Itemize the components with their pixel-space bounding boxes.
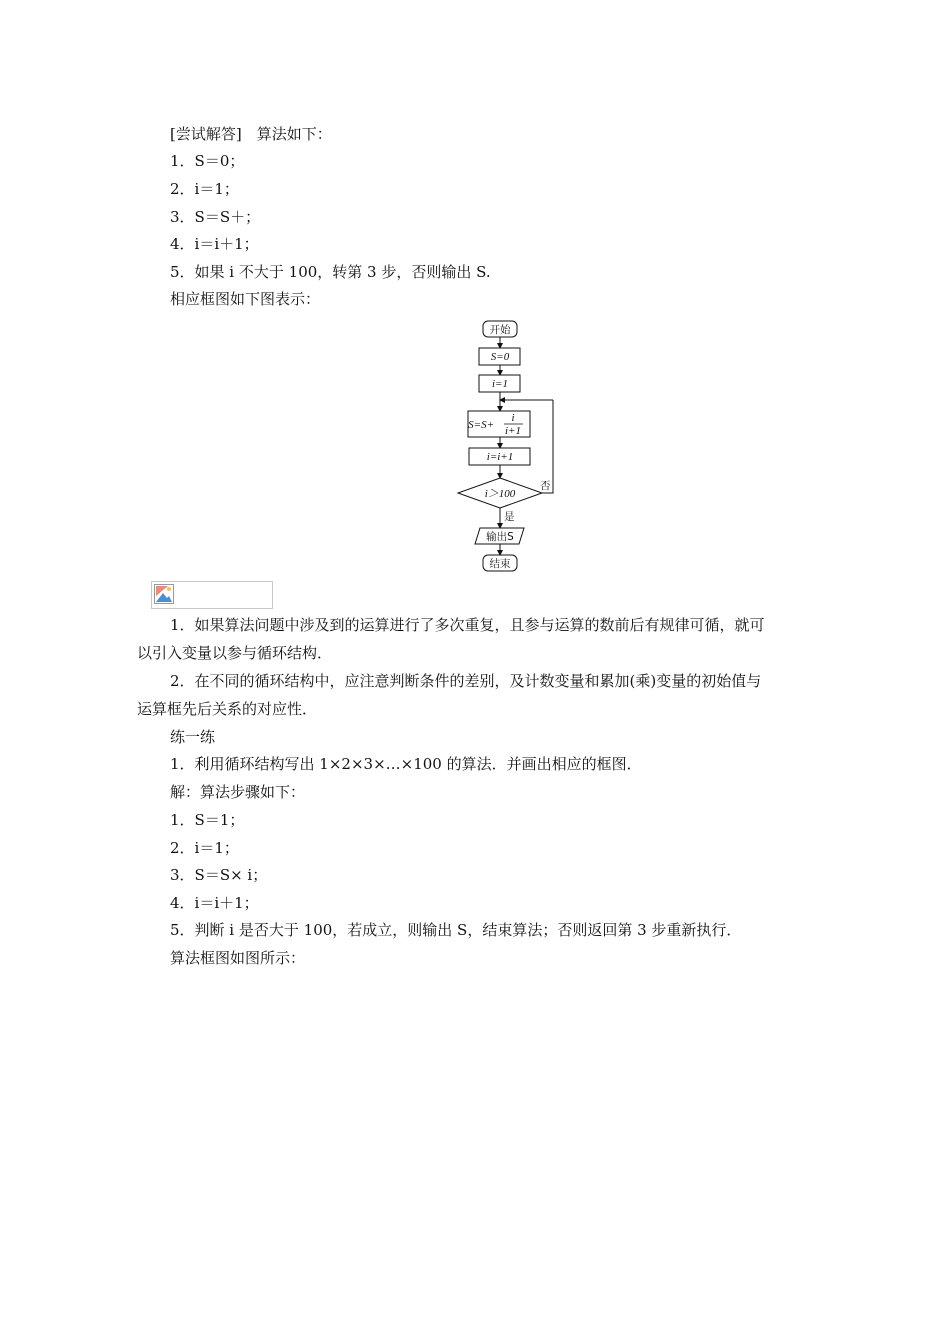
- output-label: 输出S: [486, 531, 514, 543]
- note-2-line-2: 运算框先后关系的对应性．: [137, 700, 318, 718]
- init-i-label: i=1: [492, 378, 508, 390]
- condition-label: i＞100: [484, 488, 516, 500]
- trial-step-3: 3．S＝S＋；: [170, 208, 261, 226]
- note-2-line-1: 2．在不同的循环结构中，应注意判断条件的差别，及计数变量和累加(乘)变量的初始值与: [170, 672, 762, 690]
- update-s-numerator: i: [511, 412, 515, 424]
- practice-answer-intro: 解：算法步骤如下：: [170, 783, 306, 801]
- trial-step-1: 1．S＝0；: [170, 152, 245, 170]
- update-s-denominator: i+1: [505, 425, 521, 437]
- practice-step-1: 1．S＝1；: [170, 811, 245, 829]
- practice-step-5: 5．判断 i 是否大于 100，若成立，则输出 S，结束算法；否则返回第 3 步重新执行．: [170, 921, 742, 939]
- yes-label: 是: [504, 511, 515, 523]
- note-1-line-1: 1．如果算法问题中涉及到的运算进行了多次重复，且参与运算的数前后有规律可循，就可: [170, 616, 765, 634]
- practice-step-4: 4．i＝i＋1；: [170, 894, 259, 912]
- trial-step-4: 4．i＝i＋1；: [170, 235, 259, 253]
- practice-title: 练一练: [170, 728, 216, 746]
- image-placeholder-icon: [154, 584, 174, 604]
- trial-header: [尝试解答] 算法如下：: [170, 125, 332, 143]
- update-s-prefix: S=S+: [468, 419, 494, 431]
- end-label: 结束: [489, 558, 511, 570]
- no-label: 否: [540, 480, 551, 492]
- init-s-label: S=0: [490, 351, 510, 363]
- start-label: 开始: [489, 324, 511, 336]
- increment-label: i=i+1: [486, 451, 514, 463]
- trial-step-2: 2．i＝1；: [170, 180, 239, 198]
- practice-diagram-caption: 算法框图如图所示：: [170, 949, 306, 967]
- note-marker: [151, 581, 273, 609]
- trial-step-5: 5．如果 i 不大于 100，转第 3 步，否则输出 S.: [170, 263, 491, 281]
- practice-step-2: 2．i＝1；: [170, 839, 239, 857]
- practice-question: 1．利用循环结构写出 1×2×3×…×100 的算法．并画出相应的框图．: [170, 755, 642, 773]
- note-1-line-2: 以引入变量以参与循环结构．: [137, 644, 333, 662]
- trial-diagram-caption: 相应框图如下图表示：: [170, 290, 321, 308]
- flowchart: [450, 318, 570, 576]
- practice-step-3: 3．S＝S× i；: [170, 866, 268, 884]
